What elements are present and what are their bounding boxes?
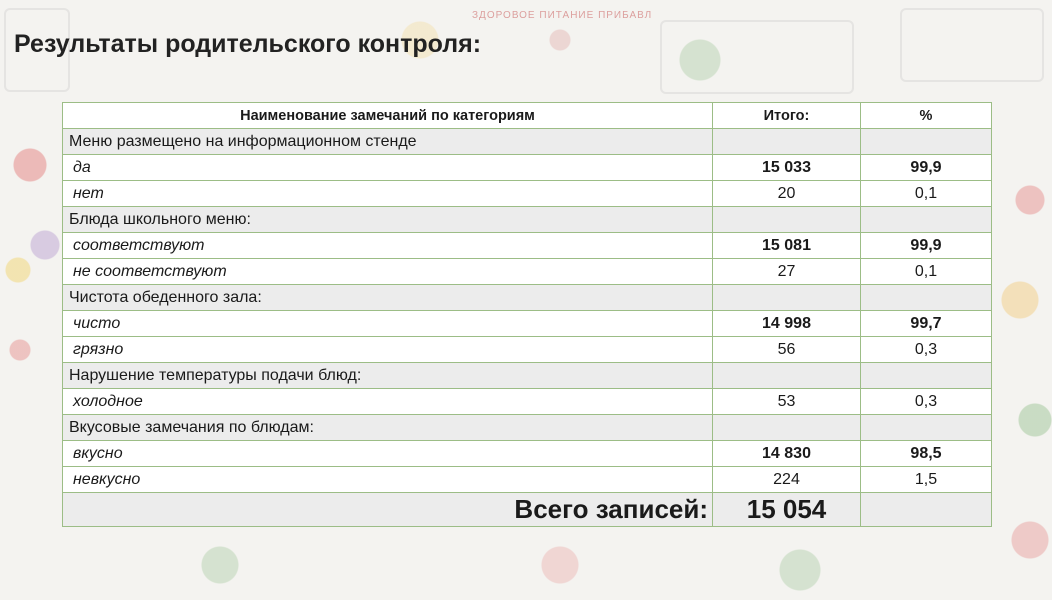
column-header-percent: % xyxy=(861,103,992,129)
option-count: 15 081 xyxy=(713,233,861,259)
option-row xyxy=(63,181,992,207)
option-row xyxy=(63,389,992,415)
page-title: Результаты родительского контроля: xyxy=(14,30,482,58)
option-count: 14 830 xyxy=(713,441,861,467)
category-empty-cell xyxy=(713,207,861,233)
background-frame-right xyxy=(900,8,1044,82)
option-count: 15 033 xyxy=(713,155,861,181)
option-percent: 0,3 xyxy=(861,389,992,415)
summary-empty-cell xyxy=(861,493,992,527)
background-caption: ЗДОРОВОЕ ПИТАНИЕ ПРИБАВЛ xyxy=(472,10,653,21)
option-percent: 98,5 xyxy=(861,441,992,467)
option-percent: 0,1 xyxy=(861,259,992,285)
category-title: Чистота обеденного зала: xyxy=(63,285,713,311)
category-row xyxy=(63,129,992,155)
category-empty-cell xyxy=(861,207,992,233)
option-row xyxy=(63,155,992,181)
category-title: Блюда школьного меню: xyxy=(63,207,713,233)
option-count: 27 xyxy=(713,259,861,285)
option-label: не соответствуют xyxy=(63,259,713,285)
option-row xyxy=(63,233,992,259)
option-label: нет xyxy=(63,181,713,207)
category-title: Вкусовые замечания по блюдам: xyxy=(63,415,713,441)
option-row xyxy=(63,441,992,467)
category-empty-cell xyxy=(713,285,861,311)
option-count: 53 xyxy=(713,389,861,415)
option-percent: 99,9 xyxy=(861,155,992,181)
option-label: вкусно xyxy=(63,441,713,467)
option-label: чисто xyxy=(63,311,713,337)
summary-value: 15 054 xyxy=(713,493,861,527)
option-label: грязно xyxy=(63,337,713,363)
option-row xyxy=(63,337,992,363)
option-percent: 1,5 xyxy=(861,467,992,493)
category-title: Меню размещено на информационном стенде xyxy=(63,129,713,155)
summary-label: Всего записей: xyxy=(63,493,713,527)
option-percent: 0,3 xyxy=(861,337,992,363)
column-header-name: Наименование замечаний по категориям xyxy=(63,103,713,129)
option-percent: 99,7 xyxy=(861,311,992,337)
option-row xyxy=(63,467,992,493)
option-count: 14 998 xyxy=(713,311,861,337)
category-title: Нарушение температуры подачи блюд: xyxy=(63,363,713,389)
category-row xyxy=(63,285,992,311)
category-empty-cell xyxy=(861,285,992,311)
category-row xyxy=(63,363,992,389)
option-count: 20 xyxy=(713,181,861,207)
category-row xyxy=(63,207,992,233)
category-empty-cell xyxy=(713,363,861,389)
header-row xyxy=(63,103,992,129)
category-empty-cell xyxy=(861,129,992,155)
option-count: 224 xyxy=(713,467,861,493)
category-empty-cell xyxy=(861,415,992,441)
option-row xyxy=(63,311,992,337)
option-percent: 99,9 xyxy=(861,233,992,259)
option-label: да xyxy=(63,155,713,181)
option-row xyxy=(63,259,992,285)
category-empty-cell xyxy=(713,415,861,441)
column-header-total: Итого: xyxy=(713,103,861,129)
option-count: 56 xyxy=(713,337,861,363)
summary-row xyxy=(63,493,992,527)
parent-control-table xyxy=(62,102,992,527)
option-percent: 0,1 xyxy=(861,181,992,207)
option-label: холодное xyxy=(63,389,713,415)
option-label: невкусно xyxy=(63,467,713,493)
category-empty-cell xyxy=(713,129,861,155)
option-label: соответствуют xyxy=(63,233,713,259)
table-body xyxy=(63,129,992,493)
category-row xyxy=(63,415,992,441)
background-frame-center xyxy=(660,20,854,94)
category-empty-cell xyxy=(861,363,992,389)
